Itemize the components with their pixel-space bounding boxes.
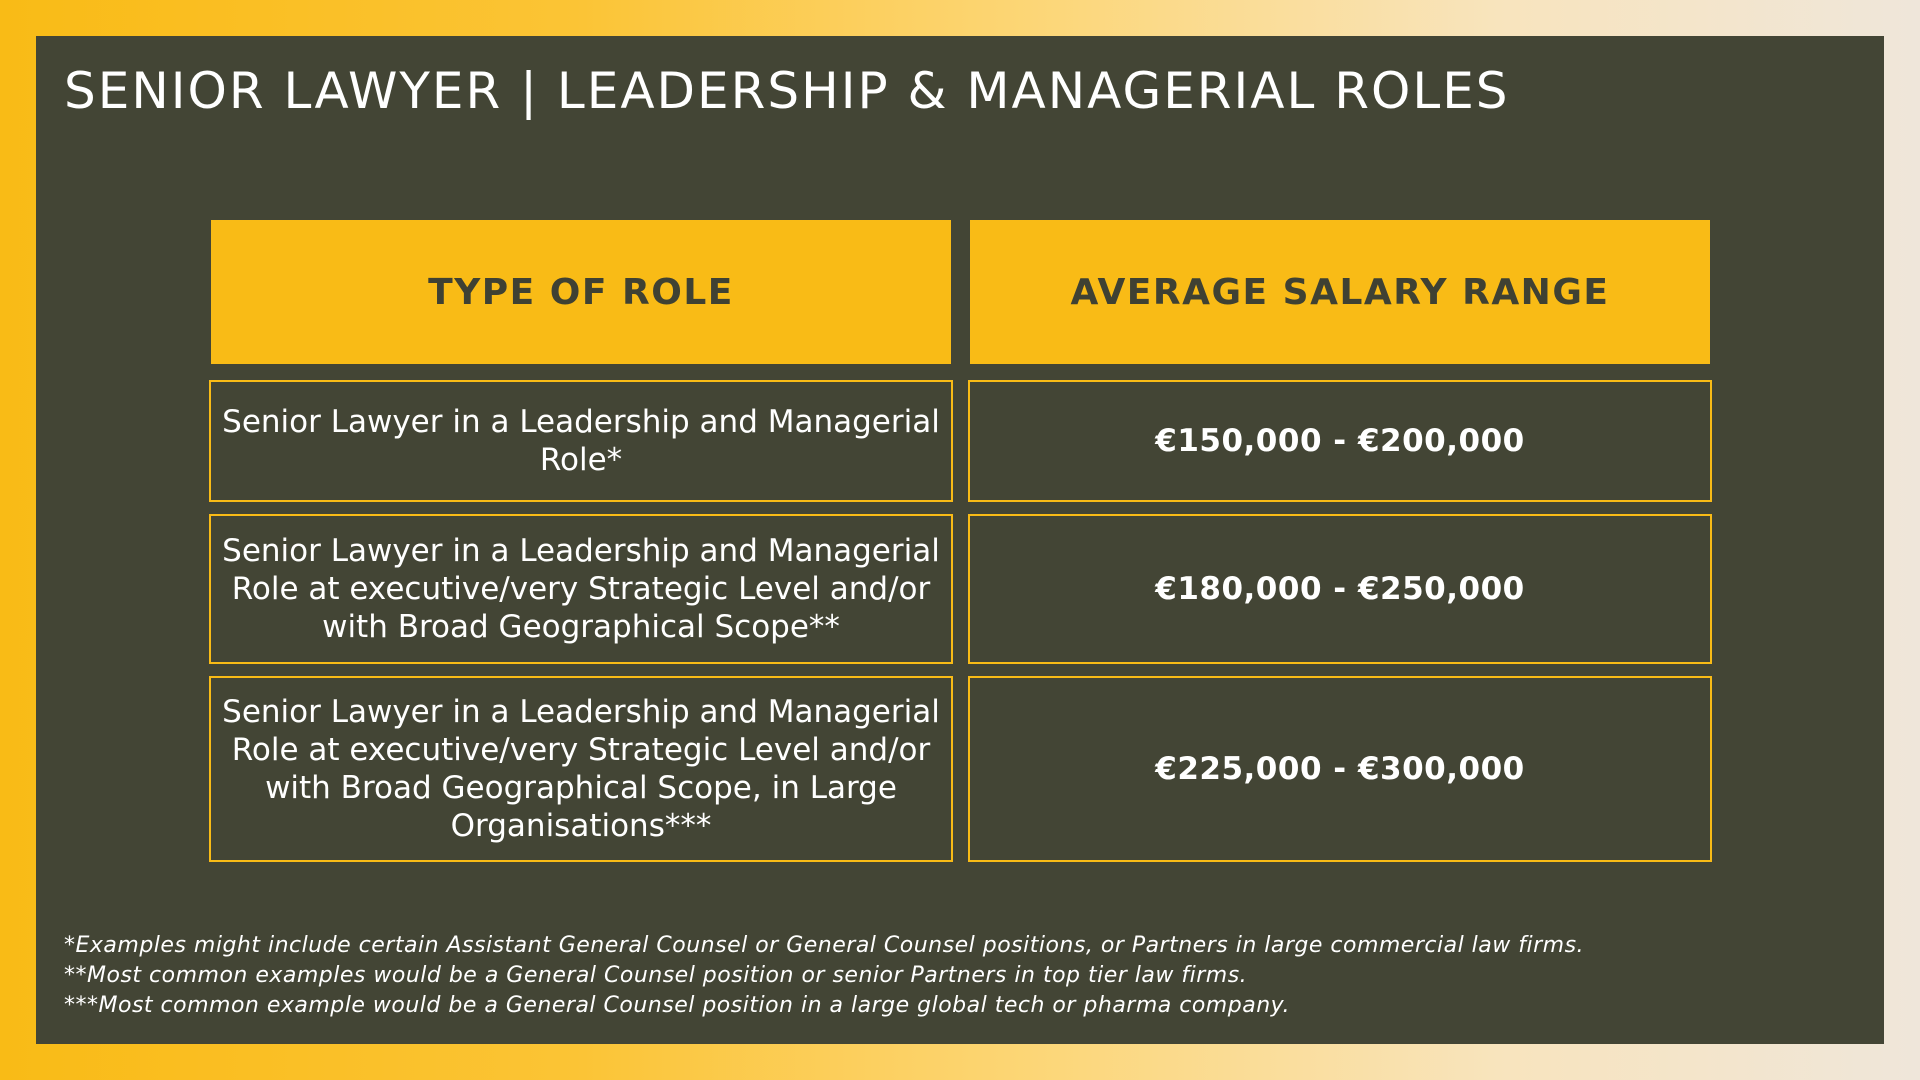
table-cell-role-1: Senior Lawyer in a Leadership and Managerial Role* (209, 380, 953, 502)
table-cell-role-2: Senior Lawyer in a Leadership and Managerial Role at executive/very Strategic Level and/or with Broad Geographical Scope** (209, 514, 953, 664)
table-cell-salary-3: €225,000 - €300,000 (968, 676, 1712, 862)
slide-panel (36, 36, 1884, 1044)
page-title: SENIOR LAWYER | LEADERSHIP & MANAGERIAL ROLES (64, 62, 1510, 120)
table-cell-salary-1: €150,000 - €200,000 (968, 380, 1712, 502)
table-header-type-of-role: TYPE OF ROLE (211, 220, 951, 364)
table-header-salary-range: AVERAGE SALARY RANGE (970, 220, 1710, 364)
footnotes (64, 931, 1584, 1021)
table-cell-role-3: Senior Lawyer in a Leadership and Managerial Role at executive/very Strategic Level and/or with Broad Geographical Scope, in Large Organisations*** (209, 676, 953, 862)
table-cell-salary-2: €180,000 - €250,000 (968, 514, 1712, 664)
footnote-2: **Most common examples would be a General Counsel position or senior Partners in top tier law firms. (64, 963, 1248, 988)
footnote-1: *Examples might include certain Assistant General Counsel or General Counsel positions, or Partners in large commercial law firms. (64, 933, 1585, 958)
footnote-3: ***Most common example would be a General Counsel position in a large global tech or pharma company. (64, 993, 1290, 1018)
